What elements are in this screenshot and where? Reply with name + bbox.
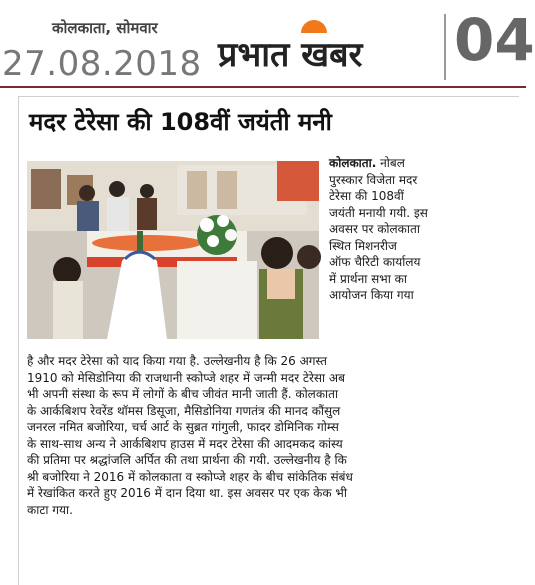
prayer-scene-image [27,161,319,339]
newspaper-logo: प्रभात खबर [218,35,363,75]
body-line-9: में रेखांकित करते हुए 2016 में दान दिया था. इस अवसर पर एक केक भी [27,486,347,500]
side-line-3: टेरेसा की 108वीं [329,189,404,203]
masthead-rule [0,86,526,88]
side-line-7: ऑफ चैरिटी कार्यालय [329,255,421,269]
side-line-5: अवसर पर कोलकाता [329,222,420,236]
masthead-divider [444,14,446,80]
body-line-8: श्री बजोरिया ने 2016 में कोलकाता व स्कोप्जे शहर के बीच सांकेतिक संबंध [27,469,353,484]
body-line-5: जनरल नमित बजोरिया, चर्च आर्ट के सुब्रत गांगुली, फादर डोमिनिक गोम्स [27,420,339,434]
body-line-7: की प्रतिमा पर श्रद्धांजलि अर्पित की तथा प्रार्थना की गयी. उल्लेखनीय है कि [27,453,347,467]
body-line-1: है और मदर टेरेसा को याद किया गया है. उल्लेखनीय है कि 26 अगस्त [27,354,328,368]
side-line-9: आयोजन किया गया [329,288,414,302]
body-line-6: के साथ-साथ अन्य ने आर्कबिशप हाउस में मदर टेरेसा की आदमकद कांस्य [27,436,343,451]
article-photo [27,161,319,339]
news-article [18,96,519,585]
article-body [27,353,511,518]
issue-date: 27.08.2018 [2,44,202,84]
side-line-6: स्थित मिशनरीज [329,238,397,253]
side-line-4: जयंती मनायी गयी. इस [329,205,428,220]
body-line-4: के आर्कबिशप रेवरेंड थॉमस डिसूजा, मैसिडोनिया गणतंत्र की मानद कौंसुल [27,403,341,418]
article-headline: मदर टेरेसा की 108वीं जयंती मनी [29,108,332,136]
masthead [0,0,535,88]
body-line-3: भी अपनी संस्था के रूप में लोगों के बीच जीवंत मानी जाती हैं. कोलकाता [27,387,339,401]
side-line-8: में प्रार्थना सभा का [329,271,407,286]
side-line-1: कोलकाता. नोबल [329,156,405,170]
dateline: कोलकाता. [329,156,377,170]
side-line-2: पुरस्कार विजेता मदर [329,172,418,187]
body-line-10: काटा गया. [27,502,73,517]
body-line-2: 1910 को मेसिडोनिया की राजधानी स्कोप्जे शहर में जन्मी मदर टेरेसा अब [27,370,345,385]
page-number: 04 [454,6,535,74]
city-day-label: कोलकाता, सोमवार [52,19,158,37]
article-side-column [329,155,513,304]
